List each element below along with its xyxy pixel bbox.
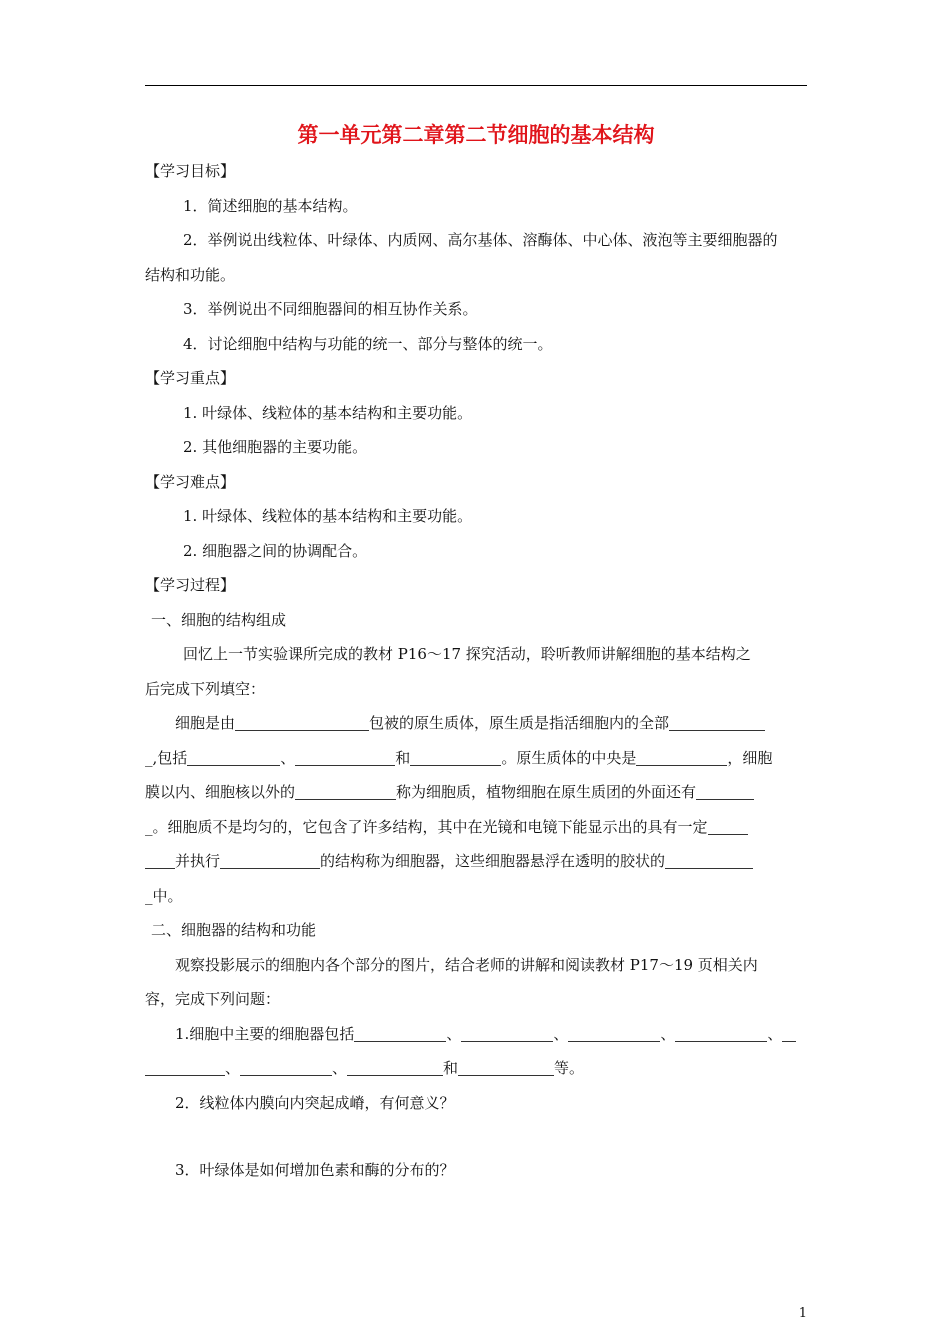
key-point-1: 1. 叶绿体、线粒体的基本结构和主要功能。 xyxy=(183,403,473,422)
fill-line-1: 细胞是由 包被的原生质体，原生质是指活细胞内的全部 xyxy=(145,706,807,741)
difficulty-1: 1. 叶绿体、线粒体的基本结构和主要功能。 xyxy=(183,507,473,525)
fill-line-6: _中。 xyxy=(145,886,183,905)
answer-space xyxy=(145,1120,807,1153)
blank-field[interactable] xyxy=(568,1023,660,1042)
blank-field[interactable] xyxy=(669,712,765,731)
blank-field[interactable] xyxy=(696,781,754,800)
key-points-heading: 【学习重点】 xyxy=(145,369,236,387)
part1-heading: 一、细胞的结构组成 xyxy=(151,610,287,629)
blank-field[interactable] xyxy=(145,850,175,869)
objective-1: 1．简述细胞的基本结构。 xyxy=(183,196,358,215)
blank-field[interactable] xyxy=(782,1023,796,1042)
part2-intro-cont: 容，完成下列问题： xyxy=(145,990,281,1008)
objective-4: 4．讨论细胞中结构与功能的统一、部分与整体的统一。 xyxy=(183,334,553,353)
blank-field[interactable] xyxy=(636,747,727,766)
objectives-heading: 【学习目标】 xyxy=(145,162,236,180)
blank-field[interactable] xyxy=(708,816,748,835)
blank-field[interactable] xyxy=(240,1057,332,1076)
part2-heading: 二、细胞器的结构和功能 xyxy=(151,921,317,939)
blank-field[interactable] xyxy=(187,747,280,766)
blank-field[interactable] xyxy=(461,1023,553,1042)
document-body xyxy=(145,118,807,1188)
blank-field[interactable] xyxy=(235,712,369,731)
fill-line-2: _,包括 、 和 。原生质体的中央是 ，细胞 xyxy=(145,748,773,767)
process-heading: 【学习过程】 xyxy=(145,576,236,594)
blank-field[interactable] xyxy=(354,1023,446,1042)
blank-field[interactable] xyxy=(665,850,753,869)
page-number: 1 xyxy=(798,1306,807,1321)
question-2: 2．线粒体内膜向内突起成嵴，有何意义？ xyxy=(175,1093,455,1112)
blank-field[interactable] xyxy=(295,747,395,766)
part1-intro: 回忆上一节实验课所完成的教材 P16～17 探究活动，聆听教师讲解细胞的基本结构之 xyxy=(183,645,751,663)
blank-field[interactable] xyxy=(145,1057,225,1076)
blank-field[interactable] xyxy=(458,1057,554,1076)
part1-intro-cont: 后完成下列填空： xyxy=(145,679,266,698)
question-3: 3．叶绿体是如何增加色素和酶的分布的？ xyxy=(175,1161,455,1179)
difficulty-2: 2. 细胞器之间的协调配合。 xyxy=(183,541,368,560)
blank-field[interactable] xyxy=(220,850,320,869)
objective-3: 3．举例说出不同细胞器间的相互协作关系。 xyxy=(183,300,478,318)
key-point-2: 2. 其他细胞器的主要功能。 xyxy=(183,438,368,456)
blank-field[interactable] xyxy=(295,781,396,800)
header-rule xyxy=(145,85,807,86)
question-1-cont: 、 、 和 等。 xyxy=(145,1051,807,1086)
fill-line-4: _。细胞质不是均匀的，它包含了许多结构，其中在光镜和电镜下能显示出的具有一定 xyxy=(145,810,807,845)
fill-line-5: 并执行 的结构称为细胞器，这些细胞器悬浮在透明的胶状的 xyxy=(145,844,807,879)
fill-line-3: 膜以内、细胞核以外的 称为细胞质，植物细胞在原生质团的外面还有 xyxy=(145,775,807,810)
objective-2: 2．举例说出线粒体、叶绿体、内质网、高尔基体、溶酶体、中心体、液泡等主要细胞器的 xyxy=(183,231,778,249)
difficulties-heading: 【学习难点】 xyxy=(145,472,236,491)
objective-2-cont: 结构和功能。 xyxy=(145,265,236,284)
question-1: 1.细胞中主要的细胞器包括 、 、 、 、 xyxy=(145,1017,807,1052)
document-title: 第一单元第二章第二节细胞的基本结构 xyxy=(297,122,655,147)
part2-intro: 观察投影展示的细胞内各个部分的图片，结合老师的讲解和阅读教材 P17～19 页相关内 xyxy=(175,955,758,974)
blank-field[interactable] xyxy=(410,747,501,766)
blank-field[interactable] xyxy=(675,1023,767,1042)
blank-field[interactable] xyxy=(347,1057,443,1076)
